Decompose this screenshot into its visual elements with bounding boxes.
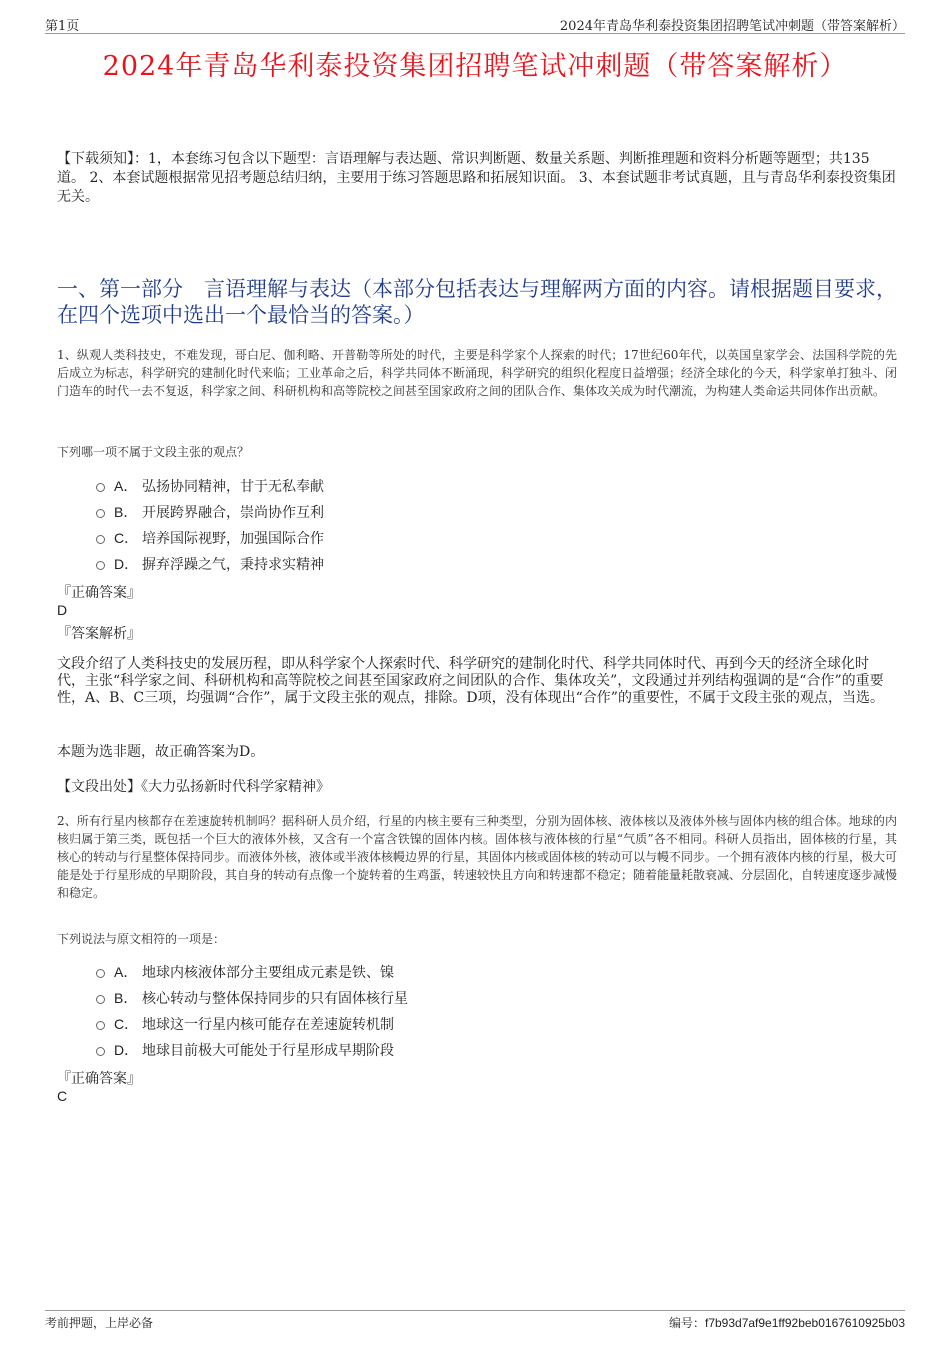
question-1-conclusion: 本题为选非题，故正确答案为D。 — [57, 744, 265, 760]
question-1-analysis-label: 『答案解析』 — [57, 626, 141, 642]
question-1-prompt: 下列哪一项不属于文段主张的观点？ — [57, 445, 250, 459]
page-title: 2024年青岛华利泰投资集团招聘笔试冲刺题（带答案解析） — [102, 51, 848, 82]
option-letter: B． — [114, 504, 138, 520]
option-letter: D． — [114, 1042, 139, 1058]
question-1-answer: D — [57, 602, 68, 618]
question-1-answer-label: 『正确答案』 — [57, 585, 141, 601]
option-letter: A． — [114, 964, 138, 980]
option-letter: C． — [114, 1016, 139, 1032]
radio-icon[interactable] — [96, 561, 105, 570]
option-letter: D． — [114, 556, 139, 572]
option-text: 摒弃浮躁之气，秉持求实精神 — [142, 557, 324, 573]
option-text: 弘扬协同精神，甘于无私奉献 — [142, 479, 324, 495]
option-letter: A． — [114, 478, 138, 494]
option-text: 培养国际视野，加强国际合作 — [142, 531, 324, 547]
question-1-option-a[interactable] — [96, 476, 324, 496]
footer-slogan: 考前押题，上岸必备 — [45, 1316, 154, 1330]
radio-icon[interactable] — [96, 483, 105, 492]
section-heading: 一、第一部分 言语理解与表达（本部分包括表达与理解两方面的内容。请根据题目要求，在四个选项中选出一个最恰当的答案。） — [57, 277, 897, 327]
radio-icon[interactable] — [96, 995, 105, 1004]
option-text: 地球这一行星内核可能存在差速旋转机制 — [142, 1017, 394, 1033]
question-2-option-a[interactable] — [96, 962, 394, 982]
question-1-option-c[interactable] — [96, 528, 324, 548]
question-2-option-c[interactable] — [96, 1014, 394, 1034]
question-2-answer-label: 『正确答案』 — [57, 1071, 141, 1087]
radio-icon[interactable] — [96, 535, 105, 544]
question-2-answer: C — [57, 1088, 68, 1104]
option-text: 地球目前极大可能处于行星形成早期阶段 — [142, 1043, 394, 1059]
page-number: 第1页 — [45, 19, 80, 34]
radio-icon[interactable] — [96, 1021, 105, 1030]
question-2-prompt: 下列说法与原文相符的一项是： — [57, 932, 226, 946]
radio-icon[interactable] — [96, 969, 105, 978]
question-1-option-d[interactable] — [96, 554, 324, 574]
question-1-analysis: 文段介绍了人类科技史的发展历程，即从科学家个人探索时代、科学研究的建制化时代、科学共同体时代、再到今天的经济全球化时代，主张“科学家之间、科研机构和高等院校之间甚至国家政府之间团队的合作、集体攻关”，文段通过并列结构强调的是“合作”的重要性，A、B、C三项，均强调“合作”，属于文段主张的观点，排除。D项，没有体现出“合作”的重要性，不属于文段主张的观点，当选。 — [57, 656, 884, 706]
header-doc-title: 2024年青岛华利泰投资集团招聘笔试冲刺题（带答案解析） — [559, 19, 905, 34]
question-1-option-b[interactable] — [96, 502, 324, 522]
option-text: 核心转动与整体保持同步的只有固体核行星 — [142, 991, 408, 1007]
question-1-passage: 1、纵观人类科技史，不难发现，哥白尼、伽利略、开普勒等所处的时代，主要是科学家个人探索的时代；17世纪60年代，以英国皇家学会、法国科学院的先后成立为标志，科学研究的建制化时代来临；工业革命之后，科学共同体不断涌现，科学研究的组织化程度日益增强；经济全球化的今天，科学家单打独斗、闭门造车的时代一去不复返，科学家之间、科研机构和高等院校之间甚至国家政府之间的团队合作、集体攻关成为时代潮流，为构建人类命运共同体作出贡献。 — [57, 348, 898, 398]
option-letter: C． — [114, 530, 139, 546]
header-divider — [45, 33, 905, 34]
question-2-passage: 2、所有行星内核都存在差速旋转机制吗？据科研人员介绍，行星的内核主要有三种类型，分别为固体核、液体核以及液体外核与固体内核的组合体。地球的内核归属于第三类，既包括一个巨大的液体外核，又含有一个富含铁镍的固体内核。固体核与液体核的行星“气质”各不相同。科研人员指出，固体核的行星，其核心的转动与行星整体保持同步。而液体外核，液体或半液体核幔边界的行星，其固体内核或固体核的转动可以与幔不同步。一个拥有液体内核的行星，极大可能是处于行星形成的早期阶段，其自身的转动有点像一个旋转着的生鸡蛋，转速较快且方向和转速都不稳定；随着能量耗散衰减、分层固化，自转速度逐步减慢和稳定。 — [57, 814, 898, 900]
footer-divider — [45, 1310, 905, 1311]
option-text: 开展跨界融合，崇尚协作互利 — [142, 505, 324, 521]
question-1-source: 【文段出处】《大力弘扬新时代科学家精神》 — [57, 779, 330, 795]
download-notice: 【下载须知】：1，本套练习包含以下题型：言语理解与表达题、常识判断题、数量关系题、判断推理题和资料分析题等题型；共135道。 2、本套试题根据常见招考题总结归纳，主要用于练习答题思路和拓展知识面。 3、本套试题非考试真题，且与青岛华利泰投资集团无关。 — [57, 151, 896, 205]
radio-icon[interactable] — [96, 1047, 105, 1056]
radio-icon[interactable] — [96, 509, 105, 518]
option-letter: B． — [114, 990, 138, 1006]
footer-doc-id: 编号：f7b93d7af9e1ff92beb0167610925b03 — [669, 1316, 905, 1330]
option-text: 地球内核液体部分主要组成元素是铁、镍 — [142, 965, 394, 981]
question-2-option-b[interactable] — [96, 988, 408, 1008]
question-2-option-d[interactable] — [96, 1040, 394, 1060]
